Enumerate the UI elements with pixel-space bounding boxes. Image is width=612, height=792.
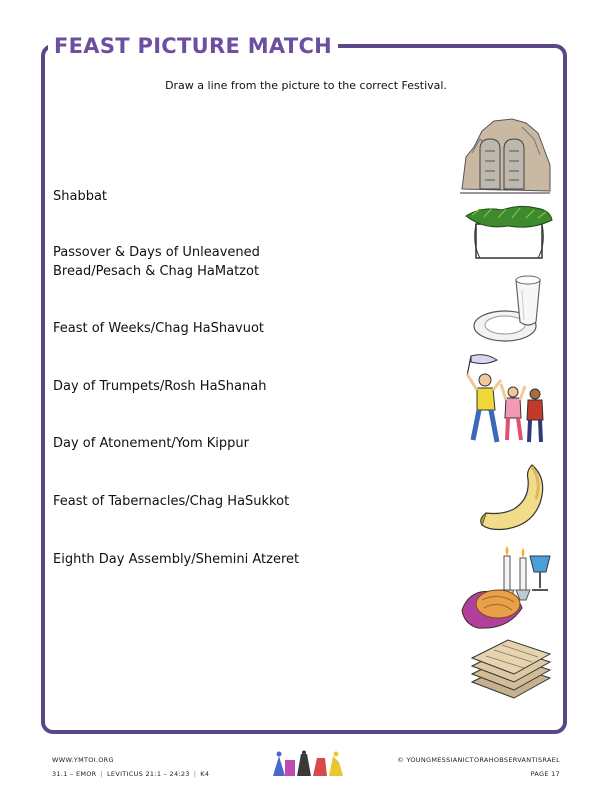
feast-label-shabbat[interactable]: Shabbat [53,189,108,204]
shabbat-table-picture[interactable] [460,544,554,636]
feast-label-eighth-day[interactable]: Eighth Day Assembly/Shemini Atzeret [53,552,300,567]
sukkah-picture[interactable] [462,200,554,262]
footer-copyright: © YOUNGMESSIANICTORAHOBSERVANTISRAEL [397,756,560,764]
footer-info [52,770,209,778]
instructions: Draw a line from the picture to the correct Festival. [165,79,447,92]
footer-scripture: LEVITICUS 21:1 – 24:23 [107,770,190,778]
feast-label-weeks[interactable]: Feast of Weeks/Chag HaShavuot [53,321,265,336]
shofar-picture[interactable] [476,459,552,535]
feast-label-passover[interactable]: Passover & Days of Unleavened Bread/Pesach & Chag HaMatzot [53,245,260,279]
footer-page-number: PAGE 17 [530,770,560,778]
footer-level: K4 [200,770,210,778]
feast-label-tabernacles[interactable]: Feast of Tabernacles/Chag HaSukkot [53,494,290,509]
people-celebrating-picture[interactable] [463,350,551,450]
matzah-picture[interactable] [468,638,554,702]
feast-label-trumpets[interactable]: Day of Trumpets/Rosh HaShanah [53,379,267,394]
footer-website[interactable]: WWW.YMTOI.ORG [52,756,114,764]
ymtoi-logo-icon [271,750,345,778]
plate-and-glass-picture[interactable] [470,272,552,344]
footer-separator: | [193,770,197,778]
page-title: FEAST PICTURE MATCH [48,33,338,59]
feast-label-atonement[interactable]: Day of Atonement/Yom Kippur [53,436,249,451]
stone-tablets-picture[interactable] [460,117,552,197]
footer-separator: | [100,770,104,778]
footer-portion: 31.1 – EMOR [52,770,97,778]
